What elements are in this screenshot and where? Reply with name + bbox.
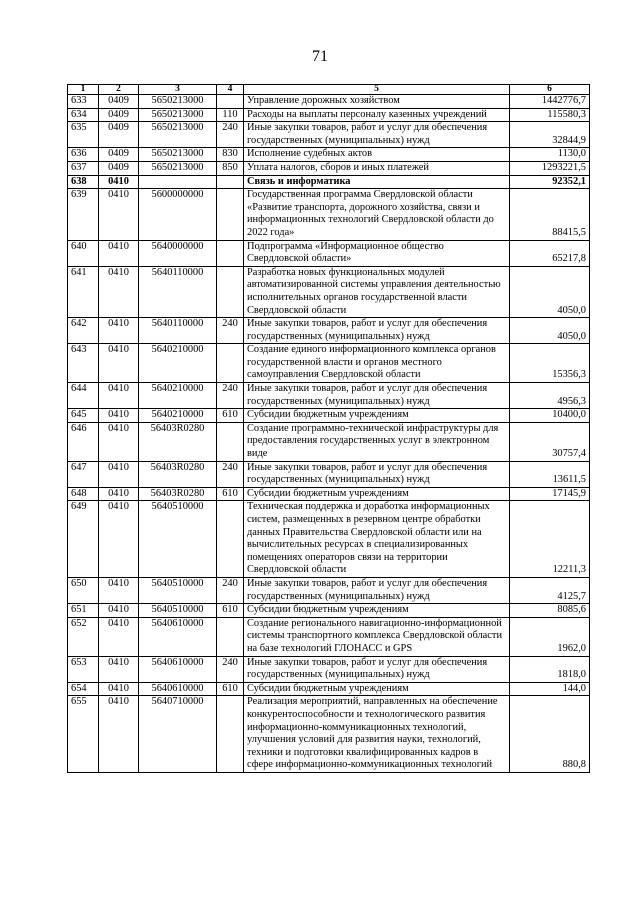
row-number: 649 — [68, 501, 99, 578]
expense-type-code — [217, 95, 244, 109]
item-name: Разработка новых функциональных модулей автоматизированной системы управления деятельностью исполнительных органов государственной власти Свердловской области — [244, 266, 510, 317]
target-article-code — [139, 175, 217, 189]
item-name: Расходы на выплаты персоналу казенных учреждений — [244, 108, 510, 122]
row-number: 650 — [68, 577, 99, 603]
row-number: 653 — [68, 656, 99, 682]
row-number: 643 — [68, 344, 99, 383]
target-article-code: 5600000000 — [139, 189, 217, 240]
table-row — [68, 696, 590, 773]
expense-type-code: 240 — [217, 656, 244, 682]
expense-type-code: 240 — [217, 461, 244, 487]
section-code: 0409 — [99, 161, 139, 175]
expense-type-code: 610 — [217, 682, 244, 696]
row-number: 636 — [68, 148, 99, 162]
header-cell-3: 3 — [139, 85, 217, 95]
item-name: Создание программно-технической инфраструктуры для предоставления государственных услуг в электронном виде — [244, 422, 510, 461]
amount: 115580,3 — [510, 108, 590, 122]
expense-type-code: 850 — [217, 161, 244, 175]
amount: 4125,7 — [510, 577, 590, 603]
amount: 1818,0 — [510, 656, 590, 682]
table-row — [68, 604, 590, 618]
table-row — [68, 682, 590, 696]
section-code: 0410 — [99, 487, 139, 501]
table-row — [68, 175, 590, 189]
amount: 4956,3 — [510, 383, 590, 409]
row-number: 644 — [68, 383, 99, 409]
item-name: Уплата налогов, сборов и иных платежей — [244, 161, 510, 175]
table-row — [68, 189, 590, 240]
row-number: 634 — [68, 108, 99, 122]
expense-type-code — [217, 175, 244, 189]
section-code: 0410 — [99, 409, 139, 423]
amount: 15356,3 — [510, 344, 590, 383]
item-name: Реализация мероприятий, направленных на обеспечение конкурентоспособности и технологического развития информационно-коммуникационных технологий, улучшения условий для развития науки, технологий, техники и подготовки квалифицированных кадров в сфере информационно-коммуникационных технологий — [244, 696, 510, 773]
row-number: 633 — [68, 95, 99, 109]
item-name: Создание единого информационного комплекса органов государственной власти и органов местного самоуправления Свердловской области — [244, 344, 510, 383]
row-number: 640 — [68, 240, 99, 266]
target-article-code: 5640210000 — [139, 409, 217, 423]
section-code: 0409 — [99, 148, 139, 162]
table-row — [68, 501, 590, 578]
target-article-code: 5640610000 — [139, 617, 217, 656]
target-article-code: 5650213000 — [139, 95, 217, 109]
row-number: 637 — [68, 161, 99, 175]
expense-type-code: 240 — [217, 318, 244, 344]
row-number: 651 — [68, 604, 99, 618]
item-name: Подпрограмма «Информационное общество Свердловской области» — [244, 240, 510, 266]
table-row — [68, 383, 590, 409]
table-row — [68, 122, 590, 148]
section-code: 0410 — [99, 501, 139, 578]
table-row — [68, 617, 590, 656]
section-code: 0410 — [99, 617, 139, 656]
section-code: 0410 — [99, 422, 139, 461]
row-number: 654 — [68, 682, 99, 696]
target-article-code: 5640210000 — [139, 383, 217, 409]
row-number: 646 — [68, 422, 99, 461]
expense-type-code — [217, 189, 244, 240]
row-number: 655 — [68, 696, 99, 773]
target-article-code: 5640610000 — [139, 682, 217, 696]
item-name: Иные закупки товаров, работ и услуг для обеспечения государственных (муниципальных) нужд — [244, 318, 510, 344]
target-article-code: 56403R0280 — [139, 461, 217, 487]
target-article-code: 5640000000 — [139, 240, 217, 266]
amount: 17145,9 — [510, 487, 590, 501]
section-code: 0410 — [99, 383, 139, 409]
item-name: Управление дорожных хозяйством — [244, 95, 510, 109]
expense-type-code — [217, 422, 244, 461]
amount: 1962,0 — [510, 617, 590, 656]
target-article-code: 5640710000 — [139, 696, 217, 773]
table-row — [68, 409, 590, 423]
amount: 13611,5 — [510, 461, 590, 487]
row-number: 638 — [68, 175, 99, 189]
expense-type-code: 110 — [217, 108, 244, 122]
item-name: Субсидии бюджетным учреждениям — [244, 682, 510, 696]
amount: 1130,0 — [510, 148, 590, 162]
expense-type-code: 610 — [217, 409, 244, 423]
section-code: 0410 — [99, 175, 139, 189]
expense-type-code — [217, 344, 244, 383]
header-cell-4: 4 — [217, 85, 244, 95]
table-row — [68, 108, 590, 122]
item-name: Иные закупки товаров, работ и услуг для обеспечения государственных (муниципальных) нужд — [244, 461, 510, 487]
table-row — [68, 461, 590, 487]
amount: 880,8 — [510, 696, 590, 773]
target-article-code: 5650213000 — [139, 148, 217, 162]
header-cell-6: 6 — [510, 85, 590, 95]
header-cell-2: 2 — [99, 85, 139, 95]
target-article-code: 56403R0280 — [139, 422, 217, 461]
row-number: 648 — [68, 487, 99, 501]
row-number: 642 — [68, 318, 99, 344]
target-article-code: 5650213000 — [139, 161, 217, 175]
item-name: Иные закупки товаров, работ и услуг для обеспечения государственных (муниципальных) нужд — [244, 122, 510, 148]
target-article-code: 5640110000 — [139, 318, 217, 344]
target-article-code: 5640510000 — [139, 604, 217, 618]
item-name: Иные закупки товаров, работ и услуг для обеспечения государственных (муниципальных) нужд — [244, 577, 510, 603]
section-code: 0410 — [99, 318, 139, 344]
table-row — [68, 148, 590, 162]
section-code: 0410 — [99, 461, 139, 487]
amount: 12211,3 — [510, 501, 590, 578]
item-name: Субсидии бюджетным учреждениям — [244, 604, 510, 618]
target-article-code: 5640510000 — [139, 577, 217, 603]
amount: 92352,1 — [510, 175, 590, 189]
expense-type-code: 610 — [217, 604, 244, 618]
expense-type-code — [217, 696, 244, 773]
expense-type-code — [217, 266, 244, 317]
row-number: 639 — [68, 189, 99, 240]
row-number: 635 — [68, 122, 99, 148]
target-article-code: 5640510000 — [139, 501, 217, 578]
table-row — [68, 318, 590, 344]
header-cell-5: 5 — [244, 85, 510, 95]
expense-type-code — [217, 240, 244, 266]
target-article-code: 5640610000 — [139, 656, 217, 682]
section-code: 0410 — [99, 604, 139, 618]
page-number: 71 — [312, 48, 328, 65]
section-code: 0410 — [99, 682, 139, 696]
item-name: Иные закупки товаров, работ и услуг для обеспечения государственных (муниципальных) нужд — [244, 656, 510, 682]
target-article-code: 5640210000 — [139, 344, 217, 383]
row-number: 645 — [68, 409, 99, 423]
table-row — [68, 95, 590, 109]
row-number: 641 — [68, 266, 99, 317]
expense-type-code: 240 — [217, 577, 244, 603]
target-article-code: 56403R0280 — [139, 487, 217, 501]
amount: 10400,0 — [510, 409, 590, 423]
table-row — [68, 656, 590, 682]
table-row — [68, 161, 590, 175]
header-cell-1: 1 — [68, 85, 99, 95]
row-number: 647 — [68, 461, 99, 487]
item-name: Техническая поддержка и доработка информационных систем, размещенных в резервном центре обработки данных Правительства Свердловской области или на вычислительных ресурсах в специализированных помещениях операторов связи на территории Свердловской области — [244, 501, 510, 578]
budget-table — [67, 84, 590, 773]
amount: 88415,5 — [510, 189, 590, 240]
expense-type-code: 240 — [217, 383, 244, 409]
item-name: Государственная программа Свердловской области «Развитие транспорта, дорожного хозяйства, связи и информационных технологий Свердловской области до 2022 года» — [244, 189, 510, 240]
amount: 32844,9 — [510, 122, 590, 148]
table-body — [68, 95, 590, 773]
row-number: 652 — [68, 617, 99, 656]
target-article-code: 5640110000 — [139, 266, 217, 317]
table-row — [68, 487, 590, 501]
section-code: 0409 — [99, 122, 139, 148]
table-row — [68, 266, 590, 317]
amount: 1442776,7 — [510, 95, 590, 109]
section-code: 0410 — [99, 189, 139, 240]
section-code: 0410 — [99, 344, 139, 383]
amount: 4050,0 — [510, 318, 590, 344]
table-row — [68, 240, 590, 266]
amount: 8085,6 — [510, 604, 590, 618]
item-name: Связь и информатика — [244, 175, 510, 189]
table-row — [68, 344, 590, 383]
section-code: 0410 — [99, 266, 139, 317]
table-row — [68, 422, 590, 461]
header-row — [68, 85, 590, 95]
section-code: 0410 — [99, 240, 139, 266]
amount: 30757,4 — [510, 422, 590, 461]
target-article-code: 5650213000 — [139, 108, 217, 122]
amount: 1293221,5 — [510, 161, 590, 175]
item-name: Субсидии бюджетным учреждениям — [244, 487, 510, 501]
item-name: Иные закупки товаров, работ и услуг для обеспечения государственных (муниципальных) нужд — [244, 383, 510, 409]
table-row — [68, 577, 590, 603]
amount: 144,0 — [510, 682, 590, 696]
expense-type-code: 830 — [217, 148, 244, 162]
target-article-code: 5650213000 — [139, 122, 217, 148]
section-code: 0410 — [99, 577, 139, 603]
item-name: Исполнение судебных актов — [244, 148, 510, 162]
expense-type-code — [217, 501, 244, 578]
section-code: 0410 — [99, 656, 139, 682]
amount: 4050,0 — [510, 266, 590, 317]
section-code: 0410 — [99, 696, 139, 773]
item-name: Создание регионального навигационно-информационной системы транспортного комплекса Свердловской области на базе технологий ГЛОНАСС и GPS — [244, 617, 510, 656]
expense-type-code: 240 — [217, 122, 244, 148]
amount: 65217,8 — [510, 240, 590, 266]
section-code: 0409 — [99, 95, 139, 109]
expense-type-code — [217, 617, 244, 656]
item-name: Субсидии бюджетным учреждениям — [244, 409, 510, 423]
section-code: 0409 — [99, 108, 139, 122]
expense-type-code: 610 — [217, 487, 244, 501]
